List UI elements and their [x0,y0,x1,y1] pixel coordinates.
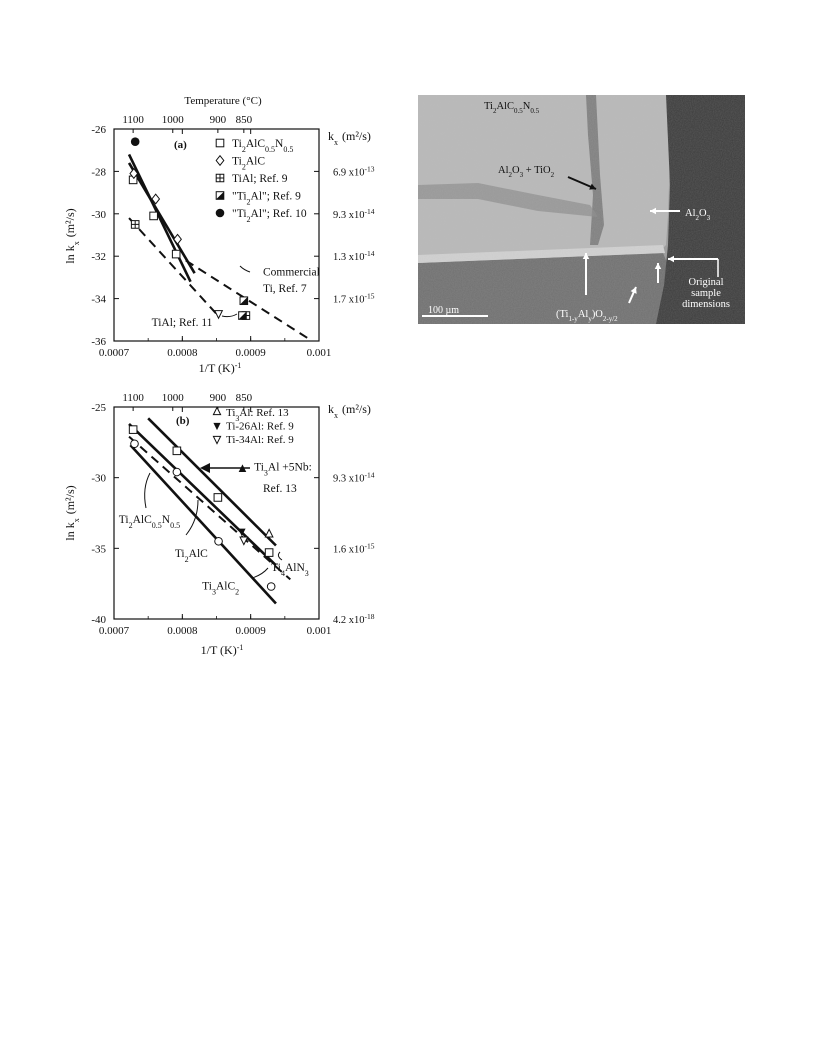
right-tick-label: 1.7 $x10^{-15}$ [333,291,375,306]
y-tick-label: -25 [91,402,106,414]
top-tick-label: 900 [209,392,227,404]
legend-marker-boxplus [216,174,224,182]
panel-label-b: (b) [176,415,190,427]
x-tick-label: 0.0009 [235,347,266,359]
legend-a [216,138,307,224]
legend-entry: $Ti_2AlC_{0.5}N_{0.5}$ [232,138,294,154]
legend-entry: Ti-26Al: Ref. 9 [226,420,294,433]
svg-text:ln kx(m²/s): $\ln k_x(m^2/s)$ [63,208,81,264]
top-tick-label: 1100 [122,114,144,126]
data-point-square [172,250,180,258]
right-tick-labels-a [333,164,375,306]
data-point-square [265,549,273,557]
micrograph-label: dimensions [682,299,730,310]
legend-marker-filledcircle [216,209,225,218]
y-tick-label: -34 [91,293,106,306]
x-tick-label: 0.0009 [235,625,266,637]
y-tick-label: -32 [91,251,106,264]
svg-text:ln kx(m²/s): $\ln k_x(m^2/s)$ [63,485,81,541]
data-point-circle [215,537,223,545]
panel-label-a: (a) [174,139,187,151]
micrograph-label: $Al_2O_3$ [685,208,711,222]
y-tick-label: -26 [91,124,106,136]
data-point-square [150,212,158,220]
x-tick-label: 0.001 [306,625,332,637]
annotation-label: Ti, Ref. 7 [262,283,307,296]
right-tick-label: 9.3 $x10^{-14}$ [333,206,375,221]
data-point-square [173,447,181,455]
legend-marker-diamond [216,156,224,166]
data-point-circle [173,468,181,476]
y-tick-label: -28 [91,166,106,179]
y-axis-title-b [63,485,81,540]
chart-panel-b [63,392,375,657]
top-tick-label: 1000 [161,114,184,126]
x-tick-label: 0.0008 [167,347,198,359]
fit-line-dashed [129,218,220,318]
top-tick-label: 1000 [161,392,184,404]
top-tick-label: 1100 [122,392,144,404]
scale-bar-label: 100 µm [428,305,460,316]
x-tick-label: 0.0007 [98,625,130,637]
legend-marker-triangledown [213,436,220,443]
annotation-label: $Ti_3AlC_2$ [202,580,240,596]
legend-entry: $Ti_3Al$: Ref. 13 [226,407,289,423]
x-tick-label: 0.0008 [167,625,198,637]
x-tick-label: 0.001 [306,347,332,359]
top-tick-labels-a [122,114,252,133]
chart-panel-a [63,95,375,375]
x-tick-label: 0.0007 [98,347,130,359]
y-axis-title-a [63,208,81,263]
legend-entry: Ti-34Al: Ref. 9 [226,434,294,446]
annotation-label: $Ti_2AlC_{0.5}N_{0.5}$ [118,513,181,530]
right-tick-label: 4.2 $x10^{-18}$ [333,611,375,626]
annotations-a [152,266,320,329]
x-axis-title-a: 1/T $(K)^{-1}$ [198,360,242,375]
y-tick-label: -30 [91,208,106,221]
legend-entry: $Ti_2AlC$ [232,155,265,171]
top-tick-label: 850 [235,114,253,126]
annotation-leader [145,473,150,508]
annotation-label: $Ti_3Al +5Nb$: [254,461,312,478]
micrograph-image [418,95,745,324]
annotation-leader [252,568,268,578]
data-points-b [129,426,275,590]
legend-marker-triangleup [213,407,220,414]
micrograph-label: sample [691,288,721,299]
fit-line-solid [129,154,191,281]
data-point-square [214,494,222,502]
legend-entry: "$Ti_2Al$"; Ref. 10 [232,208,307,224]
x-axis-title-b: 1/T $(K)^{-1}$ [200,642,244,657]
micrograph-label: $Al_2O_3 + TiO_2$ [498,165,555,179]
legend-entry: "$Ti_2Al$"; Ref. 9 [232,190,301,206]
right-tick-label: 9.3 $x10^{-14}$ [333,470,375,485]
legend-marker-filledtriangledown [213,423,220,430]
data-lines-b [129,418,290,603]
fit-line-dashed [129,437,290,580]
data-point-triangleup [265,529,273,537]
annotation-leader [278,552,282,560]
right-axis-title-a: $k_x$ (m²/s) [328,129,371,147]
y-tick-label: -35 [91,543,106,556]
annotation-label: $Ti_2AlC$ [174,547,208,564]
micrograph-label: Original [688,277,724,288]
y-tick-label: -40 [91,614,106,626]
data-point-circle [131,440,139,448]
data-point-triangledown [215,311,223,319]
right-axis-title-b: $k_x$ (m²/s) [328,402,371,420]
annotation-label: $Ti_4AlN_3$ [271,561,309,578]
data-point-circle [267,583,275,591]
annotation-label: TiAl; Ref. 11 [151,317,213,330]
top-tick-label: 850 [235,392,253,404]
y-tick-label: -30 [91,472,106,485]
fit-line-solid [129,163,195,273]
annotation-label: Commercial [262,266,320,279]
legend-b [213,407,294,446]
legend-entry: TiAl; Ref. 9 [232,173,288,185]
annotation-leader [222,314,237,317]
data-point-filledcircle [131,137,140,146]
top-tick-label: 900 [209,114,227,126]
micrograph-label: $(Ti_{1-y}Al_y)O_{2-y/2}$ [556,309,618,323]
data-point-square [129,426,137,434]
y-tick-label: -36 [91,336,106,348]
micrograph-label: $Ti_2AlC_{0.5}N_{0.5}$ [484,101,540,115]
annotations-b [119,462,312,596]
annotation-label: Ref. 13 [262,482,297,495]
legend-marker-square [216,139,224,147]
right-tick-label: 6.9 $x10^{-13}$ [333,163,375,179]
data-point-boxplus [131,221,139,229]
right-tick-label: 1.3 $x10^{-14}$ [333,248,375,264]
annotation-leader [240,266,250,272]
right-tick-label: 1.6 $x10^{-15}$ [333,540,375,556]
top-axis-title: Temperature (°C) [184,95,262,107]
right-tick-labels-b [333,470,375,626]
data-point-diamond [174,234,182,244]
